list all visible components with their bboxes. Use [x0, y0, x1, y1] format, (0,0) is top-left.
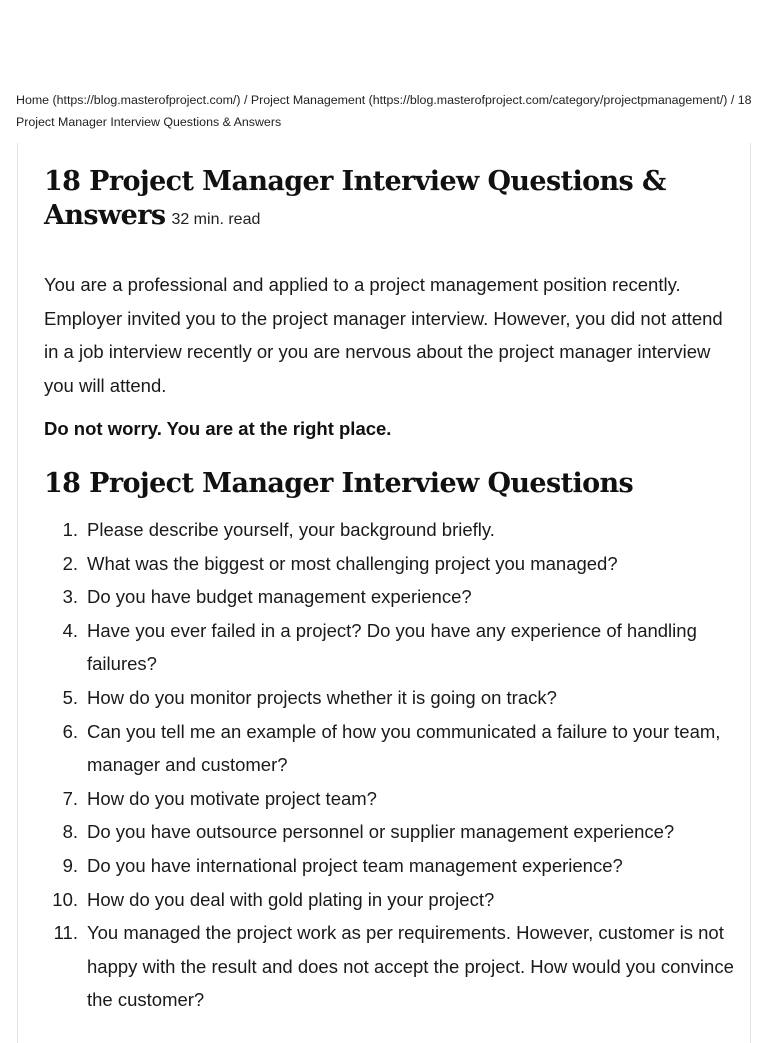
question-item [44, 849, 734, 883]
breadcrumb-separator: / [240, 93, 251, 107]
question-number: 9. [62, 854, 78, 876]
question-number: 10. [52, 888, 78, 910]
question-text: Please describe yourself, your background briefly. [87, 519, 495, 540]
article-title-text: 18 Project Manager Interview Questions & Answers [44, 166, 666, 231]
question-number: 11. [53, 922, 78, 944]
question-item [44, 513, 734, 547]
breadcrumb-separator: / [727, 93, 738, 107]
question-text: Do you have budget management experience? [87, 586, 472, 608]
question-number: 7. [62, 787, 78, 809]
question-item [44, 916, 734, 1017]
breadcrumb-home-link[interactable]: Home (https://blog.masterofproject.com/) [16, 93, 241, 107]
question-text: Do you have international project team management experience? [87, 854, 623, 876]
question-text: What was the biggest or most challenging project you managed? [87, 552, 618, 574]
question-item [44, 715, 734, 782]
question-item [44, 614, 734, 681]
question-number: 8. [62, 821, 78, 843]
question-number: 3. [62, 586, 78, 608]
question-text: How do you monitor projects whether it is going on track? [87, 686, 557, 708]
question-text: Can you tell me an example of how you communicated a failure to your team, manager and customer? [87, 720, 721, 776]
question-number: 5. [62, 686, 78, 708]
question-item [44, 883, 734, 917]
question-text: Do you have outsource personnel or supplier management experience? [87, 821, 675, 843]
questions-list [44, 513, 734, 1017]
question-item [44, 580, 734, 614]
question-item [44, 681, 734, 715]
question-number: 6. [62, 720, 78, 742]
question-text: Have you ever failed in a project? Do you have any experience of handling failures? [87, 619, 697, 675]
question-number: 4. [62, 619, 78, 641]
question-item [44, 782, 734, 816]
breadcrumb [16, 89, 756, 133]
question-text: How do you deal with gold plating in your project? [87, 888, 495, 910]
article-title [44, 165, 704, 237]
question-item [44, 815, 734, 849]
question-number: 1. [62, 519, 78, 540]
question-number: 2. [62, 552, 78, 574]
breadcrumb-category-link[interactable]: Project Management (https://blog.masterofproject.com/category/projectpmanagement/) [250, 93, 728, 107]
question-text: How do you motivate project team? [87, 787, 377, 809]
read-time: 32 min. read [171, 211, 261, 228]
question-text: You managed the project work as per requirements. However, customer is not happy with the result and does not accept the project. How would you convince the customer? [87, 922, 734, 1011]
breadcrumb-current: 18 Project Manager Interview Questions & Answers [16, 93, 752, 129]
emphasis-paragraph: Do not worry. You are at the right place. [44, 418, 392, 439]
question-item [44, 547, 734, 581]
section-heading: 18 Project Manager Interview Questions [44, 468, 634, 499]
intro-paragraph: You are a professional and applied to a project management position recently. Employer invited you to the project manager interview. However, you did not attend in a job interview recently or you are nervous about the project manager interview you will attend. [44, 274, 723, 396]
